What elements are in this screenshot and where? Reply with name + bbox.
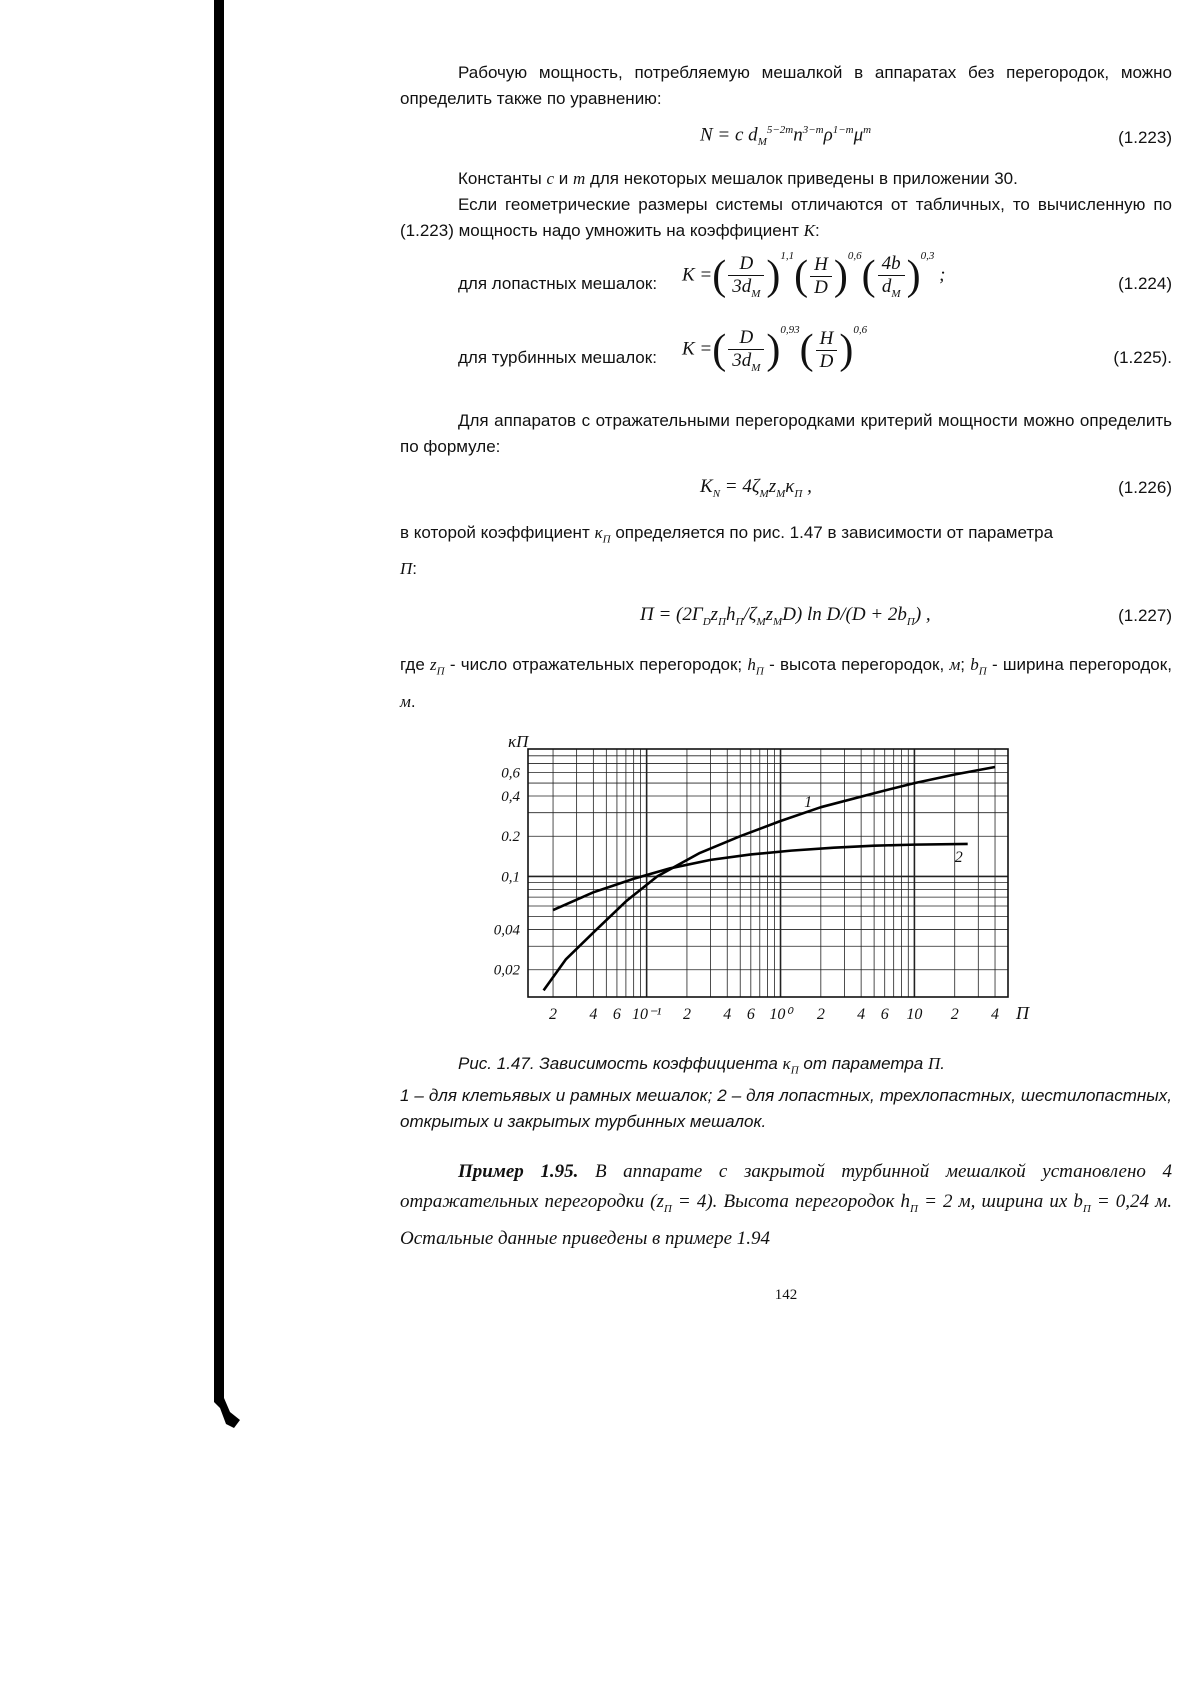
- equation-1-226: [400, 466, 1172, 512]
- equation-number: (1.223): [1118, 128, 1172, 147]
- equation-1-227: [400, 592, 1172, 642]
- example-title: Пример 1.95.: [458, 1161, 579, 1183]
- equation-formula: K =( $\frac{D}{3d_М}$ )$^{0,93}$( $\frac{H}{D}$ )$^{0,6}$: [682, 324, 868, 374]
- x-tick-label: 4: [991, 1005, 1000, 1023]
- y-tick-label: 0,4: [501, 788, 520, 805]
- x-tick-label: 10⁰: [769, 1005, 792, 1023]
- equation-number: (1.226): [1118, 478, 1172, 497]
- equation-formula: K =( $\frac{D}{3d_М}$ )$^{1,1}$( $\frac{H}{D}$ )$^{0,6}$( $\frac{4b}{d_М}$ )$^{0,3}$ ;: [682, 250, 946, 300]
- page: [400, 60, 1172, 1308]
- equation-formula: N = c $d_M^{5-2m}n^{3-m}\rho^{1-m}\mu^m$: [700, 124, 872, 149]
- x-tick-label: 10⁻¹: [632, 1005, 662, 1023]
- equation-number: (1.225).: [1113, 348, 1172, 367]
- equation-formula: $П = (2Г_Dz_Пh_П/\zeta_Мz_МD)$ $\ln D/(D + 2b_П)$ ,: [640, 604, 931, 629]
- paragraph-2: Константы c и m для некоторых мешалок приведены в приложении 30.: [458, 169, 1018, 188]
- y-tick-label: 0,6: [501, 765, 520, 782]
- page-number: 142: [774, 1286, 798, 1303]
- equation-label: для турбинных мешалок:: [458, 348, 657, 367]
- equation-number: (1.227): [1118, 606, 1172, 626]
- paragraph-6: где $z_П$ - число отражательных перегородок; $h_П$ - высота перегородок, м; $b_П$ - ширина перегородок, м.: [400, 655, 1172, 711]
- x-tick-label: 2: [549, 1005, 558, 1023]
- x-tick-label: 4: [723, 1005, 732, 1023]
- equation-label: для лопастных мешалок:: [458, 274, 658, 293]
- equation-1-223: [400, 120, 1172, 160]
- x-tick-label: 6: [746, 1005, 755, 1023]
- x-tick-label: 4: [857, 1005, 866, 1023]
- scan-edge: [214, 0, 224, 1378]
- series-label-2: 2: [954, 848, 963, 866]
- plot-frame: [528, 749, 1008, 997]
- series-label-1: 1: [804, 793, 813, 811]
- example-1-95: Пример 1.95. В аппарате с закрытой турбинной мешалкой установлено 4 отражательных перегородки $(z_П = 4)$. Высота перегородок $h_П = 2$ м, ширина их $b_П = 0,24$ м. Остальные данные приведены в примере 1.94: [400, 1161, 1173, 1249]
- equation-formula: $K_N = 4\zeta_Мz_М\kappa_П$ ,: [700, 476, 812, 500]
- x-axis-label: П: [1016, 1002, 1029, 1023]
- paragraph-3: Если геометрические размеры системы отличаются от табличных, то вычисленную по (1.223) мощность надо умножить на коэффициент K:: [400, 195, 1172, 240]
- figure-1-47: [400, 729, 1172, 1049]
- y-tick-label: 0,02: [493, 962, 520, 979]
- chart: [400, 729, 1060, 1049]
- y-tick-label: 0,1: [501, 869, 520, 886]
- paragraph-4: Для аппаратов с отражательными перегородками критерий мощности можно определить по формуле:: [400, 411, 1172, 456]
- equation-1-225: [400, 322, 1172, 396]
- figure-legend: 1 – для клетьявых и рамных мешалок; 2 – для лопастных, трехлопастных, шестилопастных, открытых и закрытых турбинных мешалок.: [400, 1086, 1172, 1132]
- y-tick-label: 0,04: [493, 922, 520, 939]
- x-tick-label: 6: [612, 1005, 621, 1023]
- series-line-1: [544, 767, 995, 990]
- figure-caption: Рис. 1.47. Зависимость коэффициента $\kappa_П$ от параметра П.: [458, 1053, 945, 1077]
- x-tick-label: 2: [816, 1005, 825, 1023]
- equation-number: (1.224): [1118, 274, 1172, 293]
- y-tick-label: 0.2: [501, 829, 520, 846]
- x-tick-label: 10: [906, 1005, 923, 1023]
- x-tick-label: 2: [682, 1005, 691, 1023]
- paragraph-1: Рабочую мощность, потребляемую мешалкой в аппаратах без перегородок, можно определить также по уравнению:: [400, 63, 1172, 108]
- paragraph-5: в которой коэффициент $\kappa_П$ определяется по рис. 1.47 в зависимости от параметра П:: [400, 523, 1054, 579]
- x-tick-label: 2: [950, 1005, 959, 1023]
- x-tick-label: 4: [589, 1005, 598, 1023]
- equation-1-224: [400, 248, 1172, 322]
- scan-tail: [214, 1378, 240, 1430]
- x-tick-label: 6: [880, 1005, 889, 1023]
- y-axis-label: κП: [508, 731, 529, 751]
